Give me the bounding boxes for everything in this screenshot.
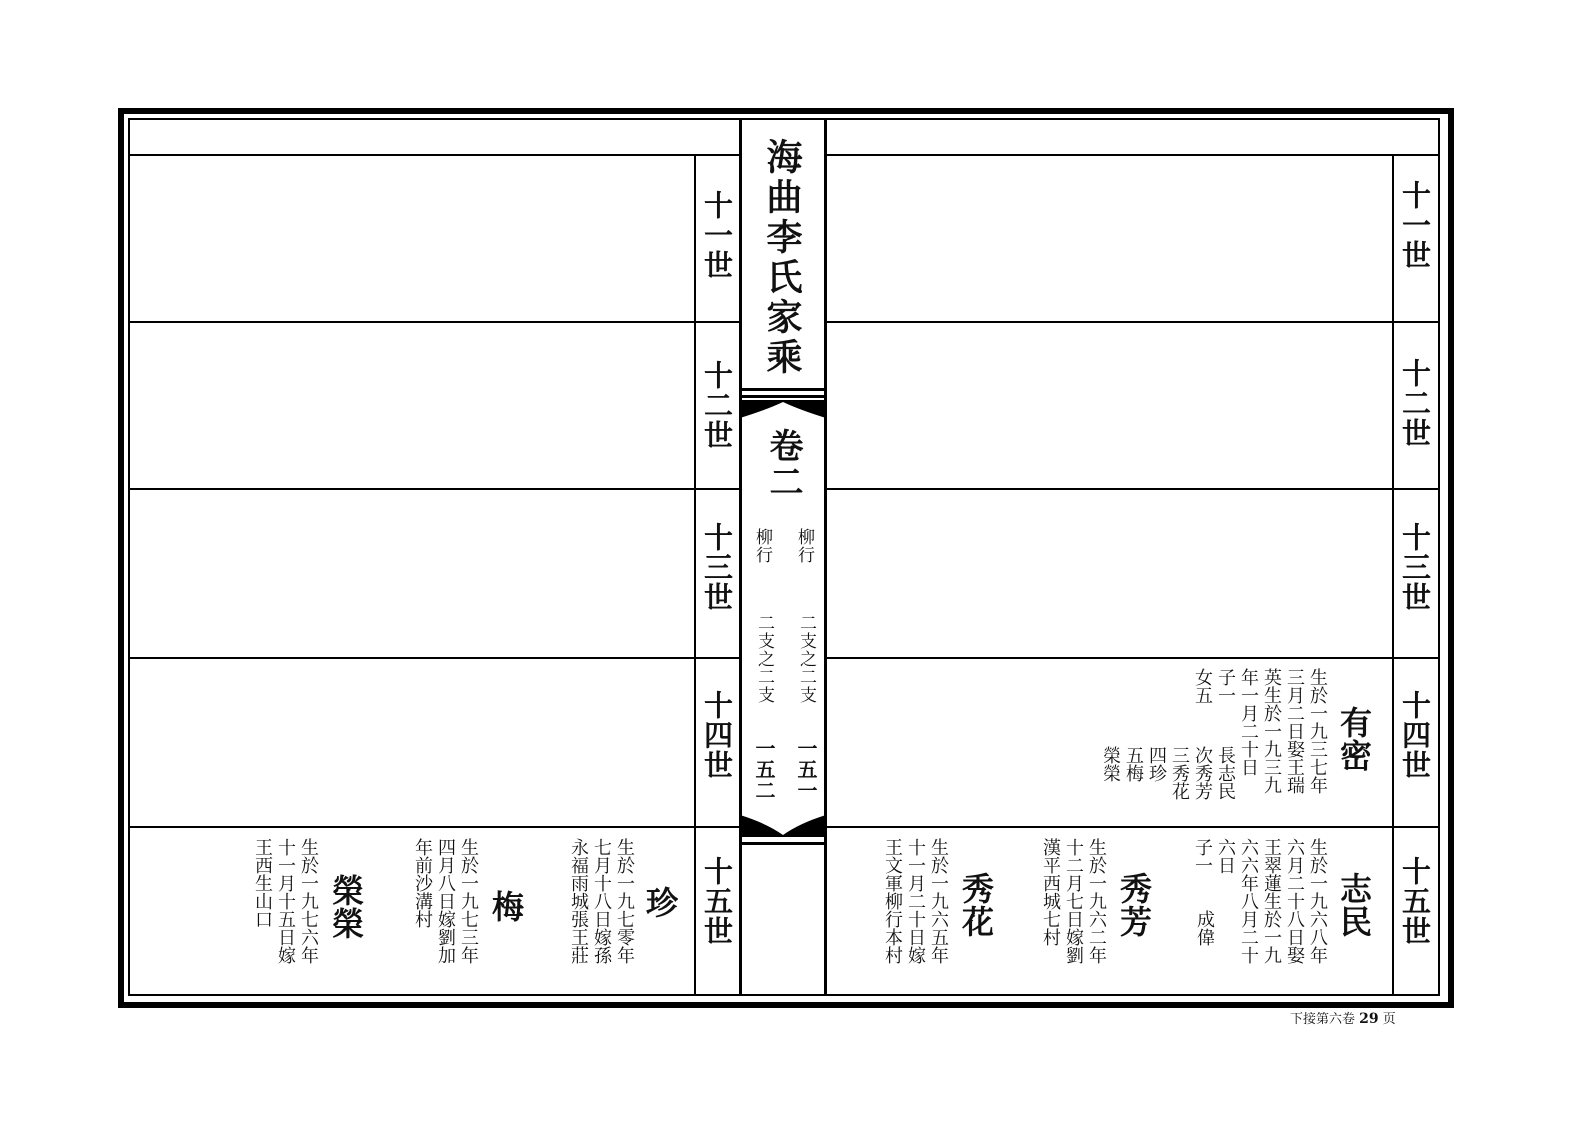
- bio-line: 十二月七日嫁劉: [1063, 838, 1084, 964]
- left-gen-label-11: 十一世: [700, 190, 734, 280]
- bio-line: 六日: [1215, 838, 1236, 874]
- person-bio-rong-rong: [252, 838, 319, 964]
- bio-line: 生於一九七零年: [614, 838, 635, 964]
- bio-line: 王翠蓮生於一九: [1261, 838, 1282, 964]
- left-branch-label: 柳行: [752, 528, 772, 564]
- person-name-zhen: 珍: [641, 886, 679, 919]
- left-gen-label-14: 十四世: [700, 690, 734, 780]
- right-gen-label-12: 十二世: [1398, 358, 1432, 448]
- bio-line: 生於一九三七年: [1307, 668, 1328, 794]
- bio-line: 英生於一九三九: [1261, 668, 1282, 794]
- left-page-number: 一五二: [752, 738, 776, 801]
- right-gen-label-11: 十一世: [1398, 180, 1432, 270]
- bio-line: 年前沙溝村: [412, 838, 433, 928]
- person-name-zhi-min: 志民: [1335, 872, 1373, 938]
- left-row-line-3: [128, 657, 740, 659]
- bio-line: 十一月十五日嫁: [275, 838, 296, 964]
- bio-line: 生於一九七六年: [298, 838, 319, 964]
- bio-line: 年一月二十日: [1238, 668, 1259, 776]
- bio-line: 生於一九七三年: [458, 838, 479, 964]
- bio-line: 子一: [1215, 668, 1236, 704]
- right-row-line-1: [826, 321, 1438, 323]
- left-sub-branch-label: 二支之二支: [754, 614, 774, 704]
- person-name-xiu-fang: 秀芳: [1115, 872, 1153, 938]
- bio-line: 七月十八日嫁孫: [591, 838, 612, 964]
- spine-upper-fishtail: [740, 388, 826, 422]
- right-branch-label: 柳行: [794, 528, 814, 564]
- volume-label: 卷二: [763, 428, 803, 500]
- bio-line: 生於一九六二年: [1086, 838, 1107, 964]
- bio-line: 三月二日娶王瑞: [1284, 668, 1305, 794]
- bio-line: 王西生山口: [252, 838, 273, 928]
- bio-line: 女五: [1192, 668, 1213, 704]
- bio-line: 四月八日嫁劉加: [435, 838, 456, 964]
- right-gen-label-13: 十三世: [1398, 522, 1432, 612]
- son-name-cheng-wei: 成偉: [1194, 910, 1215, 946]
- continuation-page: 29: [1359, 1011, 1379, 1027]
- bio-line: 漢平西城七村: [1040, 838, 1061, 946]
- person-name-mei: 梅: [487, 890, 525, 923]
- bio-line: 王文軍柳行本村: [882, 838, 903, 964]
- spine-left-border: [739, 118, 742, 994]
- bio-line: 六六年八月二十: [1238, 838, 1259, 964]
- child-entry: 次秀芳: [1192, 746, 1213, 800]
- bio-line: 生於一九六八年: [1307, 838, 1328, 964]
- bio-line: 子一: [1192, 838, 1213, 874]
- bio-line: 生於一九六五年: [928, 838, 949, 964]
- continuation-prefix: 下接第六卷: [1290, 1012, 1356, 1027]
- child-entry: 榮榮: [1100, 746, 1121, 782]
- right-gen-label-15: 十五世: [1398, 856, 1432, 946]
- bio-line: 六月二十八日娶: [1284, 838, 1305, 964]
- left-row-line-4: [128, 826, 740, 828]
- right-header-line: [826, 154, 1438, 156]
- child-entry: 四珍: [1146, 746, 1167, 782]
- child-entry: 五梅: [1123, 746, 1144, 782]
- bio-line: 十一月二十日嫁: [905, 838, 926, 964]
- person-bio-mei: [412, 838, 479, 964]
- left-gen-label-15: 十五世: [700, 856, 734, 946]
- left-gen-label-12: 十二世: [700, 360, 734, 450]
- right-row-line-2: [826, 488, 1438, 490]
- right-row-line-4: [826, 826, 1438, 828]
- right-sub-branch-label: 二支之二支: [796, 614, 816, 704]
- person-bio-xiu-hua: [882, 838, 949, 964]
- child-entry: 長志民: [1215, 746, 1236, 800]
- person-name-you-mi: 有密: [1335, 706, 1373, 772]
- person-bio-xiu-fang: [1040, 838, 1107, 964]
- left-gen-column-border: [694, 155, 696, 994]
- person-bio-zhen: [568, 838, 635, 964]
- left-row-line-1: [128, 321, 740, 323]
- child-entry: 三秀花: [1169, 746, 1190, 800]
- left-header-line: [128, 154, 740, 156]
- spine-right-border: [824, 118, 827, 994]
- right-gen-label-14: 十四世: [1398, 690, 1432, 780]
- book-title: 海曲李氏家乘: [761, 138, 803, 378]
- bio-line: 永福雨城張王莊: [568, 838, 589, 964]
- left-gen-label-13: 十三世: [700, 522, 734, 612]
- left-row-line-2: [128, 488, 740, 490]
- continuation-suffix: 页: [1382, 1012, 1396, 1027]
- right-page-number: 一五一: [794, 738, 818, 801]
- spine-lower-fishtail: [740, 815, 826, 851]
- right-gen-column-border: [1392, 155, 1394, 994]
- person-name-rong-rong: 榮榮: [327, 874, 365, 940]
- children-list-you-mi: [1100, 746, 1236, 800]
- person-name-xiu-hua: 秀花: [957, 872, 995, 938]
- right-row-line-3: [826, 657, 1438, 659]
- continuation-note: [1290, 1010, 1396, 1029]
